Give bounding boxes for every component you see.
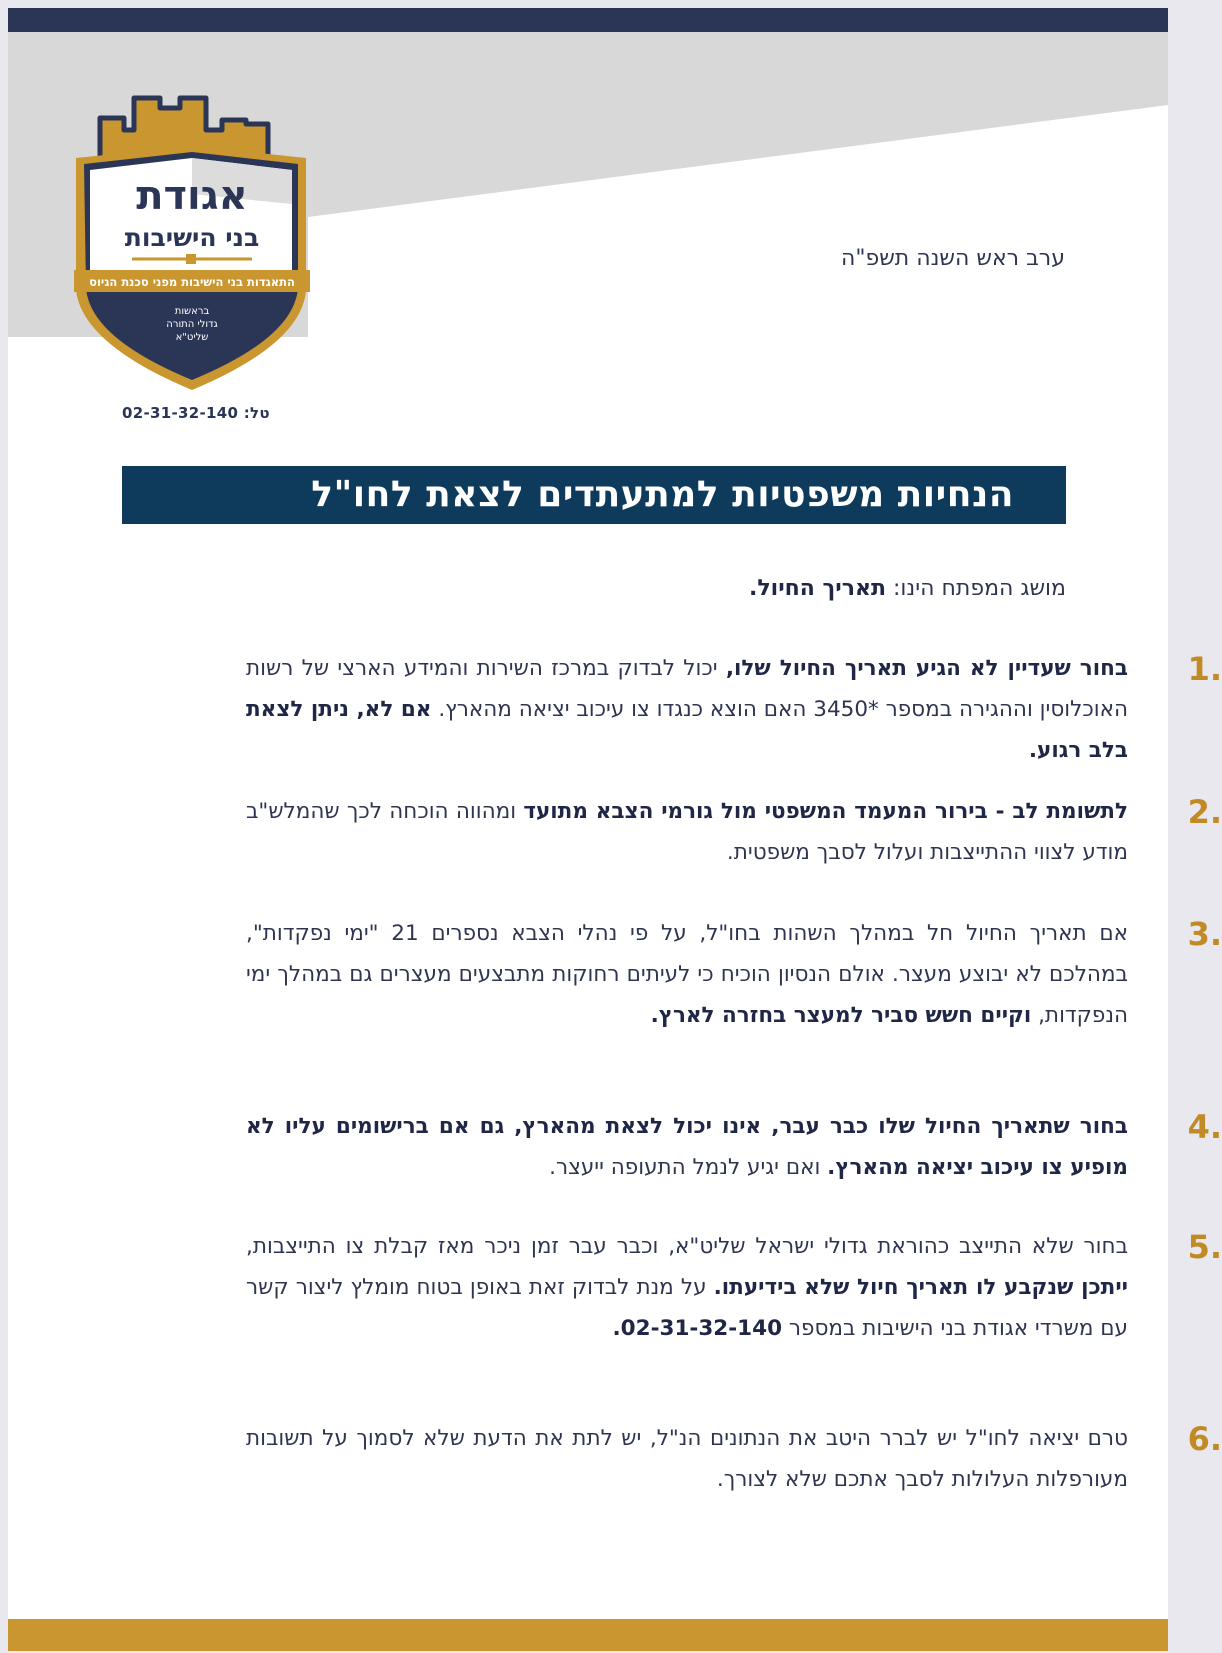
item-text-bold: בחור שעדיין לא הגיע תאריך החיול שלו, (725, 656, 1128, 681)
item-text (246, 791, 1128, 873)
intro-key-term: תאריך החיול. (748, 576, 887, 601)
item-text (246, 1418, 1128, 1500)
list-item (224, 1226, 1222, 1349)
item-text-regular: על מנת לבדוק זאת באופן בטוח מומלץ ליצור קשר עם משרדי אגודת בני הישיבות במספר (246, 1275, 1128, 1341)
logo-title-1: אגודת (136, 173, 248, 219)
item-text-regular: אם תאריך החיול חל במהלך השהות בחו"ל, על פי נהלי הצבא נספרים 21 "ימי נפקדות", במהלכם לא יבוצע מעצר. אולם הנסיון הוכיח כי לעיתים רחוקות מתבצעים מעצרים גם במהלך ימי הנפקדות, (246, 921, 1128, 1028)
organization-logo (72, 94, 312, 394)
logo-title-2: בני הישיבות (124, 223, 260, 252)
top-navy-bar (8, 8, 1168, 32)
item-text (246, 1106, 1128, 1188)
logo-patronage-2: גדולי התורה (166, 319, 218, 330)
document-date: ערב ראש השנה תשפ"ה (840, 246, 1065, 271)
list-item (224, 913, 1222, 1036)
list-item (224, 648, 1222, 771)
intro-prefix: מושג המפתח הינו: (886, 576, 1066, 601)
item-number: .3 (1187, 915, 1222, 953)
list-item (224, 791, 1222, 873)
item-number: .6 (1187, 1420, 1222, 1458)
item-text-regular: יכול לבדוק במרכז השירות והמידע הארצי של רשות האוכלוסין וההגירה במספר *3450 האם הוצא כנגדו צו עיכוב יציאה מהארץ. (246, 656, 1128, 722)
phone-number: 02-31-32-140 :טל (122, 404, 270, 422)
logo-patronage-1: בראשות (174, 306, 210, 317)
logo-ribbon-text: התאגדות בני הישיבות מפני סכנת הגיוס (89, 275, 295, 289)
item-text-regular: בחור שלא התייצב כהוראת גדולי ישראל שליט"א, וכבר עבר זמן ניכר מאז קבלת צו התייצבות, (246, 1234, 1128, 1259)
item-text-bold: ייתכן שנקבע לו תאריך חיול שלא בידיעתו. (713, 1275, 1128, 1300)
shield-tower-logo-icon (72, 94, 312, 394)
item-text-regular: ומהווה הוכחה לכך שהמלש"ב מודע לצווי ההתייצבות ועלול לסבך משפטית. (246, 799, 1128, 865)
item-number: .1 (1187, 650, 1222, 688)
item-text-bold: וקיים חשש סביר למעצר בחזרה לארץ. (650, 1003, 1032, 1028)
intro-line (749, 576, 1066, 601)
item-text-bold: לתשומת לב - בירור המעמד המשפטי מול גורמי הצבא מתועד (523, 799, 1128, 824)
item-text (246, 648, 1128, 771)
item-text (246, 913, 1128, 1036)
item-number: .5 (1187, 1228, 1222, 1266)
item-phone-bold: 02-31-32-140. (612, 1316, 783, 1341)
item-text (246, 1226, 1128, 1349)
list-item (224, 1418, 1222, 1500)
item-text-bold: בחור שתאריך החיול שלו כבר עבר, אינו יכול לצאת מהארץ, גם אם ברישומים עליו לא מופיע צו עיכוב יציאה מהארץ. (246, 1114, 1128, 1180)
item-number: .4 (1187, 1108, 1222, 1146)
list-item (224, 1106, 1222, 1188)
item-text-bold: אם לא, ניתן לצאת בלב רגוע. (246, 697, 1128, 763)
title-banner: הנחיות משפטיות למתעתדים לצאת לחו"ל (122, 466, 1066, 524)
document-page (8, 8, 1222, 1651)
item-text-regular: ואם יגיע לנמל התעופה ייעצר. (549, 1155, 828, 1180)
logo-patronage-3: שליט"א (175, 332, 209, 343)
item-number: .2 (1187, 793, 1222, 831)
bottom-gold-bar (8, 1619, 1168, 1651)
item-text-regular: טרם יציאה לחו"ל יש לברר היטב את הנתונים הנ"ל, יש לתת את הדעת שלא לסמוך על תשובות מעורפלות העלולות לסבך אתכם שלא לצורך. (246, 1426, 1128, 1492)
